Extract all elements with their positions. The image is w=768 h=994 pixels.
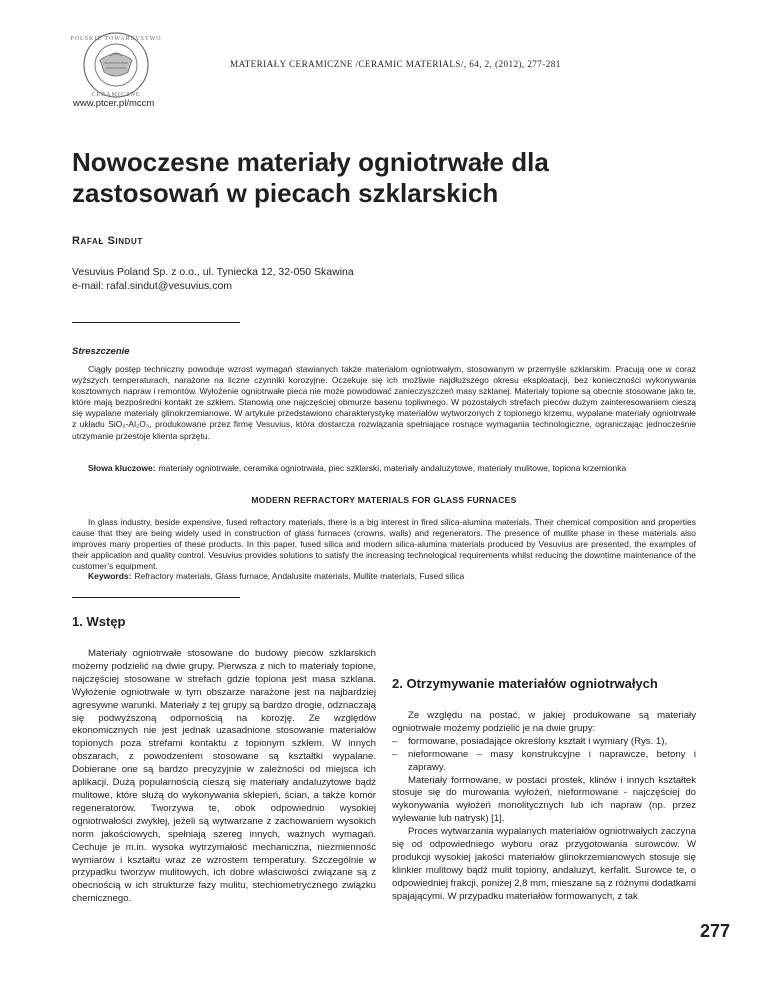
keywords-pl-list: materiały ogniotrwałe, ceramika ogniotrwała, piec szklarski, materiały andaluzytowe, materiały mulitowe, topiona krzemionka <box>158 463 627 473</box>
abstract-en-text: In glass industry, beside expensive, fused refractory materials, there is a big interest in fired silica-alumina materials. Their chemical composition and properties cause that they are being widely used in construction of glass furnaces (crowns, walls) and regenerators. The presence of mullite phase in these materials also improves many properties of these products. In this paper, fused silica and modern silica-alumina materials produced by Vesuvius are presented, the examples of their application and quality control. Vesuvius provides solutions to satisfy the increasing technological requirements whilst reducing the downtime maintenance of the customer’s equipment. <box>72 517 696 572</box>
abstract-en <box>72 517 696 572</box>
affiliation-address: Vesuvius Poland Sp. z o.o., ul. Tyniecka 12, 32-050 Skawina <box>72 266 354 278</box>
keywords-en <box>88 571 696 582</box>
list-item-unformed <box>392 749 696 775</box>
section-1-paragraph: Materiały ogniotrwałe stosowane do budowy pieców szklarskich możemy podzielić na dwie grupy. Pierwsza z nich to materiały topione, najczęściej stosowane w strefach gdzie topiona jest masa szklana. Wyłożenie ogniotrwałe w tym obszarze narażone jest na najbardziej agresywne warunki. Materiały z tej grupy są bardzo drogie, odznaczają się podwyższoną odpornością na korozję. Ze względów ekonomicznych nie jest jednak uzasadnione stosowanie materiałów topionych poza strefami kontaktu z topionym szkłem. W innych obszarach, z powodzeniem stosowane są kształtki wypalane. Dobierane one są bardzo precyzyjnie w zależności od miejsca ich aplikacji. Dużą popularnością cieszą się materiały andaluzytowe bądź mulitowe, które służą do wykonywania sklepień, ścian, a także komór regeneratorów. Tworzywa te, obok odpowiednio wysokiej ogniotrwałości zwykłej, jeżeli są wytwarzane z zachowaniem wysokich norm jakościowych, spełniają szereg innych, ważnych wymagań. Cechuje je m.in. wysoka wytrzymałość mechaniczna, niezmienność wymiarów i kształtu wraz ze wzrostem temperatury. Szczególnie w przypadku tworzyw mulitowych, ich dobre właściwości związane są z obecnością w ich strukturze fazy mulitu, stechiometrycznego związku chemicznego. <box>72 648 376 905</box>
column-left <box>72 614 376 906</box>
list-item-formed <box>392 736 696 749</box>
svg-text:CERAMICZNE: CERAMICZNE <box>91 92 141 98</box>
abstract-pl <box>72 364 696 442</box>
section-2-paragraph-2: Materiały formowane, w postaci prostek, klinów i innych kształtek stosuje się do murowania wyłożeń, nieformowane - najczęściej do wykonywania wyłożeń monolitycznych lub ich napraw (np. przez wylewanie lub natrysk) [1]. <box>392 774 696 825</box>
keywords-pl-label: Słowa kluczowe: <box>88 463 156 473</box>
abstract-pl-heading: Streszczenie <box>72 346 130 357</box>
author-name: Rafał Sindut <box>72 235 143 247</box>
author-affiliation <box>72 265 354 293</box>
article-title <box>72 147 632 209</box>
affiliation-email[interactable]: e-mail: rafal.sindut@vesuvius.com <box>72 280 233 292</box>
abstract-pl-text: Ciągły postęp techniczny powoduje wzrost wymagań stawianych także materiałom ogniotrwałym, stosowanym w przemyśle szklarskim. Pracują one w coraz wyższych temperaturach, narażone na liczne czynniki korozyjne. Oczekuje się ich możliwie najdłuższego okresu eksploatacji, bez konieczności wykonywania kosztownych napraw i remontów. Wyłożenie ogniotrwałe pieca nie może powodować zanieczyszczeń masy szklanej. Materiały topione są obecnie stosowane jako te, które mają bezpośredni kontakt ze szkłem. Stanowią one najczęściej obmurze basenu topliwnego. W pozostałych strefach pieców dużym zainteresowaniem cieszą się wypalane materiały glinokrzemianowe. W artykule przedstawiono charakterystykę materiałów wytworzonych z topionego krzemu, wypalane materiały ogniotrwałe z układu SiO₂-Al₂O₃, produkowane przez firmę Vesuvius, która dostarcza rozwiązania spełniające rosnące wymagania technologiczne, ograniczając jednocześnie utrzymanie przestoje klienta sprzętu. <box>72 364 696 441</box>
section-1-heading: 1. Wstęp <box>72 614 126 629</box>
section-2-heading: 2. Otrzymywanie materiałów ogniotrwałych <box>392 676 658 691</box>
journal-url[interactable]: www.ptcer.pl/mccm <box>73 98 155 109</box>
column-right <box>392 622 696 904</box>
list-dash: – <box>392 748 398 760</box>
article-title-line2: zastosowań w piecach szklarskich <box>72 178 499 208</box>
abstract-en-heading: MODERN REFRACTORY MATERIALS FOR GLASS FURNACES <box>251 495 517 505</box>
keywords-en-label: Keywords: <box>88 571 132 581</box>
keywords-pl <box>88 463 696 474</box>
society-logo <box>60 30 172 100</box>
journal-reference: MATERIAŁY CERAMICZNE /CERAMIC MATERIALS/, 64, 2, (2012), 277-281 <box>230 59 561 69</box>
list-dash: – <box>392 735 398 747</box>
svg-text:POLSKIE TOWARZYSTWO: POLSKIE TOWARZYSTWO <box>70 36 162 42</box>
section-2-paragraph-3: Proces wytwarzania wypalanych materiałów ogniotrwałych zaczyna się od odpowiedniego wyboru oraz przygotowania surowców. W produkcji wysokiej jakości materiałów glinokrzemianowych stosuje się klinkier mulitowy bądź mulit topiony, andaluzyt, kerfalit. Surowce te, o odpowiedniej frakcji, poniżej 2,8 mm, mieszane są z różnymi dodatkami spajającymi. W przypadku materiałów formowanych, z tak <box>392 826 696 902</box>
article-title-line1: Nowoczesne materiały ogniotrwałe dla <box>72 147 549 177</box>
list-item-text: nieformowane – masy konstrukcyjne i naprawcze, betony i zaprawy. <box>408 748 696 773</box>
page-number: 277 <box>699 921 730 941</box>
section-2-intro: Ze względu na postać, w jakiej produkowane są materiały ogniotrwałe możemy podzielić je na dwie grupy: <box>392 710 696 734</box>
keywords-en-list: Refractory materials, Glass furnace, Andalusite materials, Mullite materials, Fused silica <box>134 571 465 581</box>
list-item-text: formowane, posiadające określony kształt i wymiary (Rys. 1), <box>408 735 668 747</box>
divider-top <box>72 322 240 323</box>
divider-bottom <box>72 597 240 598</box>
